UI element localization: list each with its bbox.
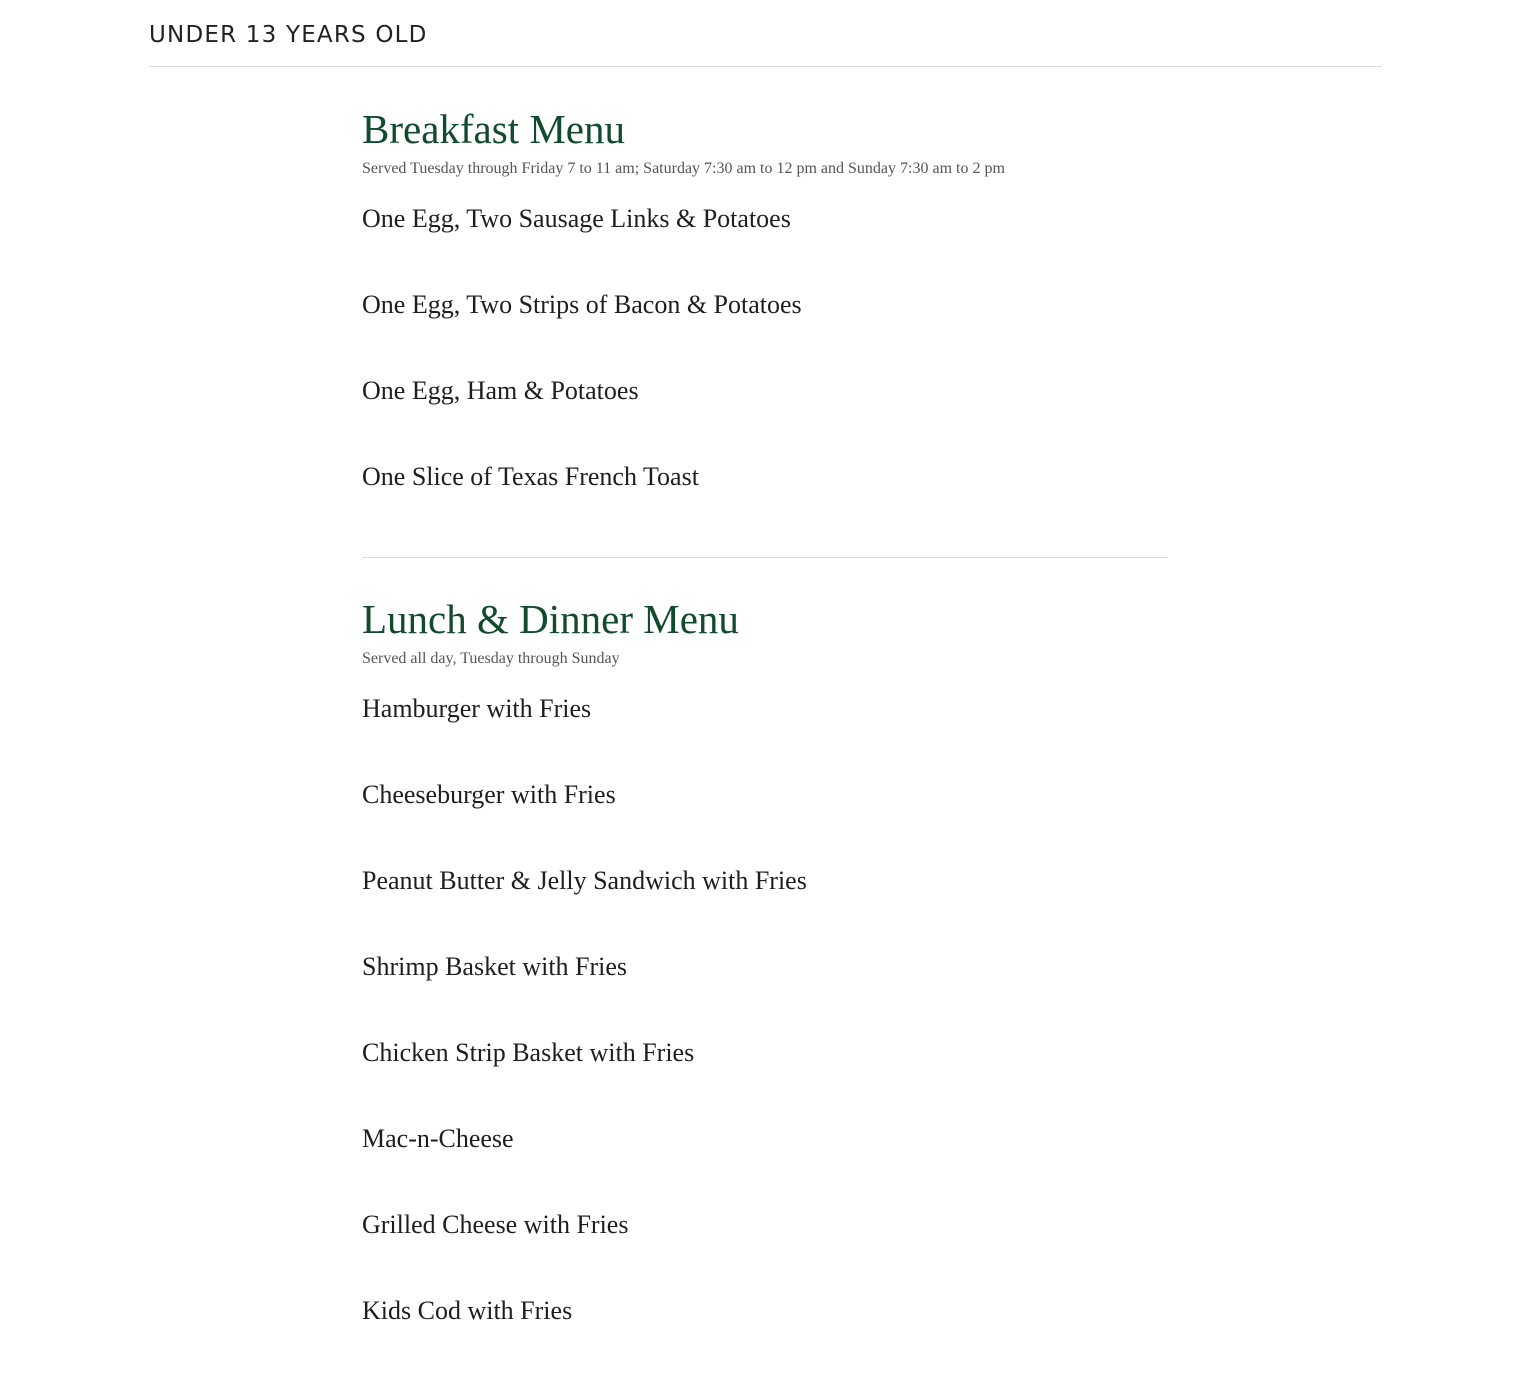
menu-divider [362,557,1168,558]
breakfast-menu-title: Breakfast Menu [362,106,625,152]
menu-item: Chicken Strip Basket with Fries [362,1038,695,1067]
lunch-dinner-menu-hours: Served all day, Tuesday through Sunday [362,650,620,667]
menu-item: One Egg, Two Sausage Links & Potatoes [362,204,791,233]
menu-item: One Slice of Texas French Toast [362,462,699,491]
breakfast-menu-hours: Served Tuesday through Friday 7 to 11 am; Saturday 7:30 am to 12 pm and Sunday 7:30 am to 2 pm [362,160,1005,177]
menu-item: Shrimp Basket with Fries [362,952,628,981]
lunch-dinner-menu-title: Lunch & Dinner Menu [362,596,739,642]
menu-item: Hamburger with Fries [362,694,592,723]
menu-item: Mac-n-Cheese [362,1124,514,1153]
menu-item: One Egg, Ham & Potatoes [362,376,639,405]
age-section-header [149,0,1382,67]
lunch-dinner-menu-section [362,594,1168,1325]
menu-item: Peanut Butter & Jelly Sandwich with Fries [362,866,807,895]
menu-item: Grilled Cheese with Fries [362,1210,629,1239]
breakfast-menu-section [362,104,1168,491]
menu-item: One Egg, Two Strips of Bacon & Potatoes [362,290,802,319]
age-section-heading: UNDER 13 YEARS OLD [149,22,428,48]
menu-item: Kids Cod with Fries [362,1296,573,1325]
lunch-dinner-menu-items [362,692,807,1380]
menu-item: Cheeseburger with Fries [362,780,616,809]
breakfast-menu-items [362,202,802,546]
